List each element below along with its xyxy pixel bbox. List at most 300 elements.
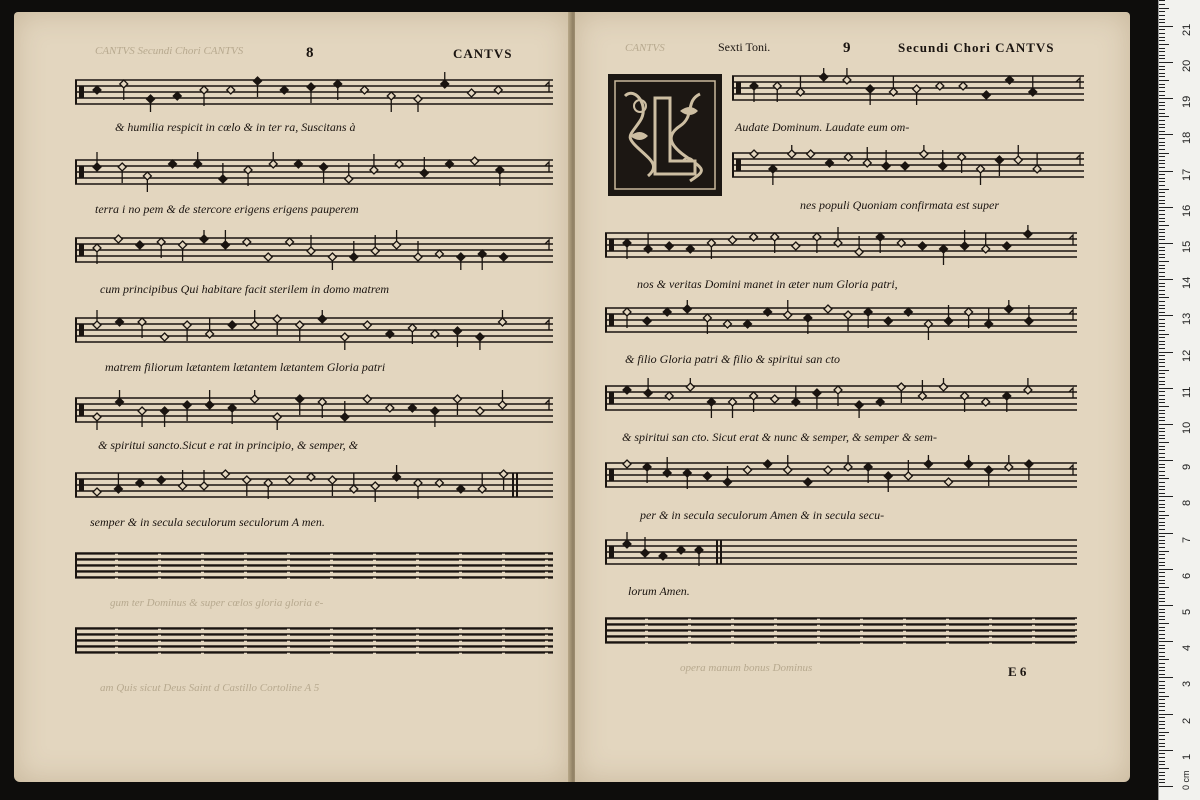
ruler-tick [1159, 308, 1165, 309]
ruler-tick [1159, 717, 1165, 718]
music-note [729, 236, 737, 244]
ruler-tick [1159, 19, 1165, 20]
ruler-tick [1159, 511, 1165, 512]
music-note [93, 488, 101, 496]
ruler-tick [1159, 196, 1165, 197]
music-note [913, 85, 921, 105]
ruler-tick [1159, 656, 1165, 657]
ruler-tick [1159, 536, 1165, 537]
ruler-tick [1159, 410, 1165, 411]
music-note [334, 80, 342, 100]
ruler-tick [1159, 102, 1165, 103]
ruler-tick [1159, 153, 1169, 154]
music-note [623, 460, 631, 468]
ruler-tick [1159, 116, 1169, 117]
ruler-tick [1159, 739, 1165, 740]
music-note [844, 153, 852, 161]
ruler-label: 17 [1181, 168, 1193, 181]
music-note [273, 315, 281, 335]
ruler-tick [1159, 48, 1165, 49]
ruler-label: 19 [1181, 95, 1193, 109]
ruler-tick [1159, 634, 1165, 635]
music-note [961, 392, 969, 412]
music-note [453, 327, 461, 347]
music-note [307, 83, 315, 103]
music-note [769, 165, 777, 185]
music-note [93, 86, 101, 94]
ruler-tick [1159, 189, 1169, 190]
lyric-line: per & in secula seculorum Amen & in secula secu- [640, 508, 885, 522]
music-note [500, 470, 508, 490]
music-note [834, 386, 842, 406]
ruler-tick [1159, 714, 1173, 715]
lyric-line: terra i no pem & de stercore erigens erigens pauperem [95, 202, 359, 216]
empty-music-staff [75, 545, 553, 577]
lyric-line: semper & in secula seculorum seculorum A men. [90, 515, 325, 529]
ruler-tick [1159, 330, 1165, 331]
bleed-through-header: CANTVS [625, 42, 665, 54]
ruler-label: 9 [1181, 464, 1193, 471]
lyric-line: Audate Dominum. Laudate eum om- [735, 120, 910, 134]
ruler-tick [1159, 453, 1165, 454]
ruler-tick [1159, 149, 1165, 150]
music-note [663, 457, 671, 477]
music-note [414, 479, 422, 499]
ruler-tick [1159, 591, 1165, 592]
ruler-tick [1159, 533, 1173, 534]
ruler-tick [1159, 648, 1165, 649]
music-note [173, 92, 181, 100]
music-note [826, 159, 834, 167]
ruler-tick [1159, 486, 1165, 487]
ruler-label: 20 [1181, 59, 1193, 72]
ruler-tick [1159, 417, 1165, 418]
music-staff [75, 152, 553, 184]
music-note [286, 476, 294, 484]
music-note [703, 314, 711, 334]
bleed-through-header: CANTVS Secundi Chori CANTVS [95, 45, 244, 57]
ruler-label: 14 [1181, 276, 1193, 290]
ruler-tick [1159, 724, 1165, 725]
ruler-tick [1159, 221, 1165, 222]
ruler-tick [1159, 677, 1173, 678]
music-staff [605, 455, 1077, 487]
ruler-tick [1159, 218, 1165, 219]
ruler-tick [1159, 674, 1165, 675]
music-staff [605, 225, 1077, 257]
ruler-tick [1159, 619, 1165, 620]
ruler-tick [1159, 507, 1165, 508]
ruler-tick [1159, 326, 1165, 327]
music-note [623, 308, 631, 328]
music-note [478, 473, 486, 493]
music-note [183, 401, 191, 421]
lyric-line: & spiritui san cto. Sicut erat & nunc & semper, & semper & sem- [622, 430, 937, 444]
ruler-tick [1159, 22, 1165, 23]
music-note [1033, 153, 1041, 173]
music-note [206, 390, 214, 409]
music-note [945, 478, 953, 486]
music-note [254, 77, 262, 97]
ruler-tick [1159, 229, 1165, 230]
music-note [965, 308, 973, 328]
ruler-tick [1159, 185, 1165, 186]
ruler-tick [1159, 609, 1165, 610]
music-note [280, 86, 288, 94]
ruler-tick [1159, 120, 1165, 121]
music-note [136, 241, 144, 249]
ruler-tick [1159, 373, 1165, 374]
music-note [920, 145, 928, 158]
music-note [897, 239, 905, 247]
music-note [228, 321, 236, 329]
music-note [982, 91, 990, 99]
music-note [286, 238, 294, 246]
bleed-through-text: gum ter Dominus & super cœlos gloria gloria e- [110, 597, 324, 609]
ruler-tick [1159, 40, 1165, 41]
ruler-tick [1159, 598, 1165, 599]
ruler-tick [1159, 699, 1165, 700]
ruler-tick [1159, 467, 1165, 468]
music-note [138, 407, 146, 427]
ruler-tick [1159, 359, 1165, 360]
music-note [807, 150, 815, 158]
music-note [804, 314, 812, 334]
music-note [294, 160, 302, 168]
ruler-label: 13 [1181, 313, 1193, 326]
page-number-left: 8 [306, 45, 314, 61]
ruler-tick [1159, 312, 1165, 313]
music-note [771, 395, 779, 403]
music-note [707, 239, 715, 259]
music-note [361, 86, 369, 94]
ruler-tick [1159, 239, 1165, 240]
ruler-tick [1159, 370, 1169, 371]
mode-label: Sexti Toni. [718, 40, 771, 54]
ruler-tick [1159, 297, 1169, 298]
music-note [206, 318, 214, 338]
music-staff [732, 145, 1084, 177]
music-note [93, 152, 101, 171]
ruler-tick [1159, 69, 1165, 70]
ruler-tick [1159, 768, 1169, 769]
bleed-through-text: am Quis sicut Deus Saint d Castillo Cortoline A 5 [100, 682, 320, 694]
ruler-tick [1159, 127, 1165, 128]
ruler-tick [1159, 178, 1165, 179]
ruler-tick [1159, 500, 1165, 501]
music-note [792, 386, 800, 406]
ruler-tick [1159, 348, 1165, 349]
empty-music-staff [75, 620, 553, 652]
music-staff [605, 300, 1077, 332]
ruler-tick [1159, 171, 1173, 172]
music-note [665, 242, 673, 250]
music-staff [605, 378, 1077, 410]
ruler-tick [1159, 334, 1169, 335]
ruler-tick [1159, 26, 1173, 27]
ruler-tick [1159, 496, 1173, 497]
music-note [318, 310, 326, 323]
empty-music-staff [605, 610, 1077, 642]
ruler-tick [1159, 572, 1165, 573]
ruler-label: 2 [1181, 717, 1193, 724]
ruler-tick [1159, 105, 1165, 106]
ruler-tick [1159, 341, 1165, 342]
ruler-tick [1159, 692, 1165, 693]
music-note [228, 404, 236, 424]
lyric-line: & filio Gloria patri & filio & spiritui san cto [625, 352, 841, 366]
ruler-tick [1159, 8, 1169, 9]
ruler-tick [1159, 706, 1165, 707]
ruler-tick [1159, 225, 1169, 226]
music-note [750, 150, 758, 158]
ruler-tick [1159, 529, 1165, 530]
ruler-tick [1159, 420, 1165, 421]
ruler-tick [1159, 167, 1165, 168]
music-note [643, 463, 651, 483]
ruler-tick [1159, 134, 1173, 135]
music-note [478, 250, 486, 270]
ruler-tick [1159, 721, 1165, 722]
ruler-label: 7 [1181, 536, 1193, 543]
music-note [924, 455, 932, 468]
ruler-tick [1159, 565, 1165, 566]
music-note [395, 160, 403, 168]
music-note [813, 389, 821, 409]
music-note [876, 233, 884, 253]
ruler-tick [1159, 518, 1165, 519]
ruler-tick [1159, 84, 1165, 85]
ruler-tick [1159, 109, 1165, 110]
ruler-tick [1159, 515, 1169, 516]
music-note [695, 546, 703, 566]
music-note [864, 463, 872, 483]
ruler-tick [1159, 652, 1165, 653]
ruler-tick [1159, 319, 1165, 320]
ruler-tick [1159, 160, 1165, 161]
music-note [114, 235, 122, 243]
music-note [328, 476, 336, 496]
ruler-tick [1159, 471, 1165, 472]
music-note [982, 233, 990, 253]
ruler-tick [1159, 627, 1165, 628]
ruler-label: 6 [1181, 572, 1193, 579]
ruler-tick [1159, 482, 1165, 483]
ruler-tick [1159, 276, 1165, 277]
ruler-tick [1159, 174, 1165, 175]
ruler-tick [1159, 98, 1173, 99]
ruler-tick [1159, 402, 1165, 403]
music-note [244, 166, 252, 186]
ruler-tick [1159, 478, 1169, 479]
ruler-tick [1159, 91, 1165, 92]
music-note [764, 460, 772, 468]
music-note [179, 241, 187, 261]
music-note [157, 238, 165, 258]
music-note [644, 378, 652, 397]
ruler-tick [1159, 438, 1165, 439]
music-note [363, 321, 371, 329]
music-note [863, 147, 871, 167]
ruler-tick [1159, 163, 1165, 164]
music-note [884, 317, 892, 325]
ruler-tick [1159, 4, 1165, 5]
ruler-tick [1159, 728, 1165, 729]
ruler-tick [1159, 413, 1165, 414]
ruler-tick [1159, 200, 1165, 201]
ruler-tick [1159, 323, 1165, 324]
ruler-tick [1159, 612, 1165, 613]
ruler-tick [1159, 616, 1165, 617]
music-note [200, 230, 208, 243]
music-staff-final [605, 532, 1077, 564]
music-note [940, 245, 948, 265]
page-number-right: 9 [843, 40, 851, 56]
ruler-tick [1159, 138, 1165, 139]
ruler-tick [1159, 55, 1165, 56]
music-note [784, 455, 792, 474]
ruler-tick [1159, 37, 1165, 38]
ruler-tick [1159, 688, 1165, 689]
ruler-tick [1159, 446, 1165, 447]
music-note [924, 320, 932, 340]
music-note [643, 317, 651, 325]
music-note [977, 165, 985, 185]
music-note [445, 160, 453, 168]
ruler-tick [1159, 710, 1165, 711]
music-note [468, 89, 476, 97]
music-note [750, 82, 758, 102]
ruler-tick [1159, 431, 1165, 432]
ruler-tick [1159, 33, 1165, 34]
ruler-tick [1159, 0, 1165, 1]
music-note [788, 145, 796, 158]
ruler-tick [1159, 247, 1165, 248]
music-note [644, 233, 652, 253]
music-note [707, 398, 715, 418]
ruler-tick [1159, 250, 1165, 251]
lyric-line: & humilia respicit in cœlo & in ter ra, Suscitans à [115, 120, 356, 134]
ruler-tick [1159, 62, 1173, 63]
ruler-tick [1159, 395, 1165, 396]
music-note [995, 156, 1003, 176]
music-note [866, 85, 874, 105]
ruler-tick [1159, 594, 1165, 595]
ruler-label: 16 [1181, 204, 1193, 217]
ruler-label: 15 [1181, 240, 1193, 253]
music-staff [75, 390, 553, 422]
ruler-label: 8 [1181, 500, 1193, 507]
music-note [350, 473, 358, 493]
ruler-label: 11 [1181, 386, 1193, 398]
ruler-tick [1159, 265, 1165, 266]
running-title-right: Secundi Chori CANTVS [898, 40, 1055, 55]
ruler-tick [1159, 95, 1165, 96]
ruler-tick [1159, 142, 1165, 143]
music-note [940, 378, 948, 391]
ruler-tick [1159, 638, 1165, 639]
ruler-tick [1159, 145, 1165, 146]
music-note [784, 300, 792, 319]
music-note [1014, 145, 1022, 164]
music-note [138, 318, 146, 338]
ruler-tick [1159, 207, 1173, 208]
ruler-tick [1159, 51, 1165, 52]
music-note [264, 253, 272, 261]
music-note [161, 333, 169, 341]
ruler-tick [1159, 406, 1169, 407]
ruler-tick [1159, 214, 1165, 215]
ruler-tick [1159, 87, 1165, 88]
ruler-tick [1159, 732, 1169, 733]
ruler-tick [1159, 641, 1173, 642]
ruler-tick [1159, 203, 1165, 204]
ruler-tick [1159, 562, 1165, 563]
ruler-tick [1159, 786, 1173, 787]
music-note [936, 82, 944, 90]
music-note [792, 242, 800, 250]
music-note [318, 398, 326, 418]
music-note [1025, 460, 1033, 480]
music-note [161, 407, 169, 427]
ruler-tick [1159, 352, 1173, 353]
ruler-tick [1159, 290, 1165, 291]
ruler-tick [1159, 601, 1165, 602]
music-note [227, 86, 235, 94]
music-note [183, 321, 191, 341]
ruler-tick [1159, 391, 1165, 392]
music-note [771, 233, 779, 253]
ruler-tick [1159, 384, 1165, 385]
music-note [884, 472, 892, 492]
ruler-tick [1159, 29, 1165, 30]
ruler-tick [1159, 192, 1165, 193]
music-note [773, 82, 781, 102]
music-note [320, 163, 328, 183]
music-note [729, 398, 737, 418]
ruler-label: 10 [1181, 421, 1193, 434]
music-note [889, 76, 897, 96]
music-note [387, 92, 395, 112]
ruler-tick [1159, 743, 1165, 744]
ruler-tick [1159, 58, 1165, 59]
music-note [393, 230, 401, 249]
ruler-tick [1159, 576, 1165, 577]
ruler-tick [1159, 73, 1165, 74]
ruler-tick [1159, 442, 1169, 443]
ruler-tick [1159, 283, 1165, 284]
ruler-label: 18 [1181, 132, 1193, 145]
ruler-label: 21 [1181, 23, 1193, 36]
music-note [958, 153, 966, 173]
music-note [824, 466, 832, 474]
music-note [296, 321, 304, 341]
ruler-tick [1159, 663, 1165, 664]
music-note [918, 380, 926, 400]
ruler-tick [1159, 286, 1165, 287]
music-note [750, 392, 758, 412]
ruler-label: 3 [1181, 681, 1193, 688]
ruler-tick [1159, 76, 1165, 77]
ruler-tick [1159, 337, 1165, 338]
music-staff [75, 310, 553, 342]
music-note [251, 310, 259, 329]
ruler-tick [1159, 15, 1165, 16]
ruler-tick [1159, 66, 1165, 67]
ruler-tick [1159, 670, 1165, 671]
ruler-tick [1159, 681, 1165, 682]
ruler-tick [1159, 493, 1165, 494]
